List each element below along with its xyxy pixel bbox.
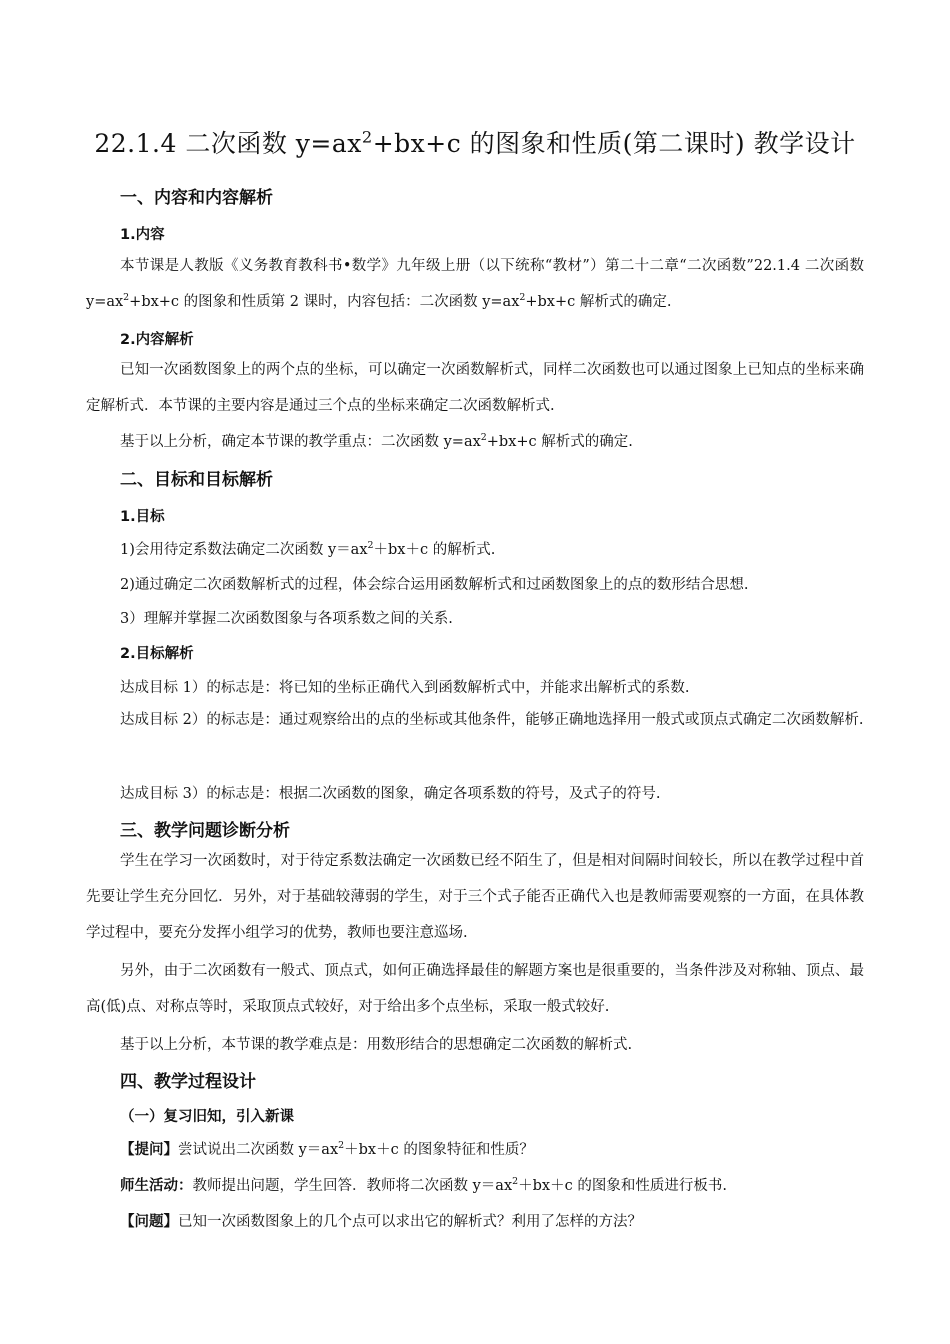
paragraph-key-point: 基于以上分析，确定本节课的教学重点：二次函数 $y=ax^2+bx+c$ 解析式的确定. (120, 432, 633, 450)
paragraph-content-analysis: 已知一次函数图象上的两个点的坐标，可以确定一次函数解析式，同样二次函数也可以通过图象上已知点的坐标来确定解析式．本节课的主要内容是通过三个点的坐标来确定二次函数解析式. (86, 362, 864, 414)
paragraph-diagnosis-1: 学生在学习一次函数时，对于待定系数法确定一次函数已经不陌生了，但是相对间隔时间较长，所以在教学过程中首先要让学生充分回忆．另外，对于基础较薄弱的学生，对于三个式子能否正确代入也是教师需要观察的一方面，在具体教学过程中，要充分发挥小组学习的优势，教师也要注意巡场. (86, 853, 864, 941)
goal-item-1: 1)会用待定系数法确定二次函数 $y=ax^2+bx+c$ 的解析式. (120, 540, 496, 558)
subheading-content: 1.内容 (120, 227, 165, 243)
section-heading-goals: 二、目标和目标解析 (120, 470, 273, 490)
subheading-review: （一）复习旧知，引入新课 (120, 1109, 294, 1125)
goal-analysis-2: 达成目标 2）的标志是：通过观察给出的点的坐标或其他条件，能够正确地选择用一般式或顶点式确定二次函数解析. (120, 712, 864, 728)
goal-item-3: 3）理解并掌握二次函数图象与各项系数之间的关系. (120, 611, 453, 627)
paragraph-difficulty: 基于以上分析，本节课的教学难点是：用数形结合的思想确定二次函数的解析式. (120, 1037, 633, 1053)
goal-analysis-3: 达成目标 3）的标志是：根据二次函数的图象，确定各项系数的符号，及式子的符号. (120, 786, 661, 802)
subheading-goals: 1.目标 (120, 509, 165, 525)
paragraph-content: 本节课是人教版《义务教育教科书•数学》九年级上册（以下统称“教材”）第二十二章“二次函数”22.1.4 二次函数 $y=ax^2+bx+c$ 的图象和性质第 2 课时，内容包括：二次函数 $y=ax^2+bx+c$ 解析式的确定. (86, 258, 864, 310)
question-problem: 【问题】已知一次函数图象上的几个点可以求出它的解析式？利用了怎样的方法？ (120, 1214, 642, 1230)
goal-item-2: 2)通过确定二次函数解析式的过程，体会综合运用函数解析式和过函数图象上的点的数形结合思想. (120, 577, 749, 593)
teacher-student-activity: 师生活动：教师提出问题，学生回答．教师将二次函数 $y=ax^2+bx+c$ 的图象和性质进行板书. (120, 1176, 727, 1194)
goal-analysis-1: 达成目标 1）的标志是：将已知的坐标正确代入到函数解析式中，并能求出解析式的系数. (120, 680, 690, 696)
subheading-goals-analysis: 2.目标解析 (120, 646, 194, 662)
section-heading-diagnosis: 三、教学问题诊断分析 (120, 821, 290, 841)
question-prompt: 【提问】尝试说出二次函数 $y=ax^2+bx+c$ 的图象特征和性质？ (120, 1140, 534, 1158)
section-heading-process: 四、教学过程设计 (120, 1072, 256, 1092)
section-heading-content: 一、内容和内容解析 (120, 188, 273, 208)
page-title: 22.1.4 二次函数 $y=ax^2+bx+c$ 的图象和性质(第二课时) 教学设计 (94, 127, 856, 158)
subheading-content-analysis: 2.内容解析 (120, 332, 194, 348)
paragraph-diagnosis-2: 另外，由于二次函数有一般式、顶点式，如何正确选择最佳的解题方案也是很重要的，当条件涉及对称轴、顶点、最高(低)点、对称点等时，采取顶点式较好，对于给出多个点坐标，采取一般式较好. (86, 963, 864, 1015)
